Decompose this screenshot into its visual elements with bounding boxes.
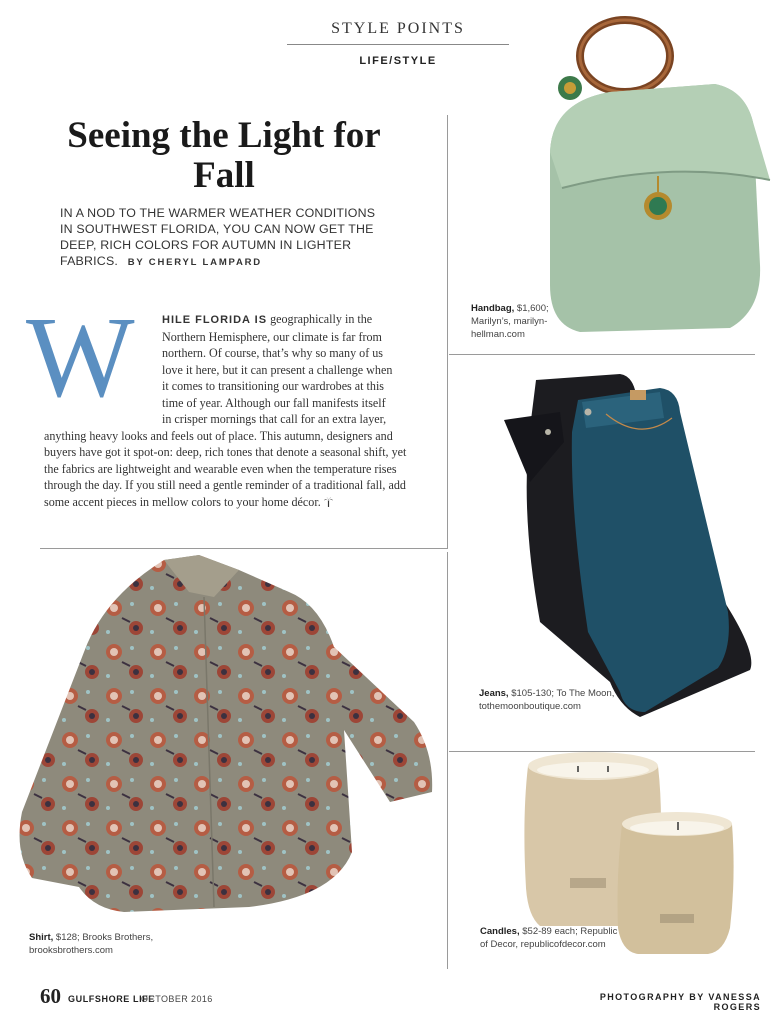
body-line-6: time of year. Although our fall manifests itself [162, 395, 386, 410]
shirt-caption: Shirt, $128; Brooks Brothers, brooksbrothers.com [29, 932, 154, 956]
shirt-photo [14, 552, 440, 922]
handbag-divider [449, 354, 755, 355]
drop-cap: W [26, 294, 135, 421]
deck-text: IN A NOD TO THE WARMER WEATHER CONDITIONS IN SOUTHWEST FLORIDA, YOU CAN NOW GET THE DEEP, RICH COLORS FOR AUTUMN IN LIGHTER FABRICS. [60, 206, 376, 268]
body-line-2: Northern Hemisphere, our climate is far from [162, 329, 382, 344]
handbag-caption: Handbag, $1,600; Marilyn’s, marilyn- hellman.com [471, 303, 549, 340]
article-body [44, 311, 432, 510]
body-line-1: HILE FLORIDA IS geographically in the [162, 312, 373, 326]
jeans-photo [500, 372, 760, 720]
body-line-4: love it here, but it can present a challenge when [162, 362, 393, 377]
body-line-7: in crisper mornings that call for an extra layer, [162, 412, 387, 426]
page-number: 60 [40, 984, 61, 1008]
body-line-9: buyers have got it spot-on: deep, rich tones that denote a seasonal shift, yet [44, 445, 407, 459]
handbag-photo [540, 10, 782, 340]
body-line-11: through the day. If you still need a gentle reminder of a traditional fall, add [44, 478, 406, 492]
header-rule [287, 44, 509, 45]
jeans-caption: Jeans, $105-130; To The Moon, tothemoonboutique.com [479, 688, 615, 712]
section-title: STYLE POINTS [331, 20, 465, 37]
article-divider [40, 548, 447, 549]
headline: Seeing the Light for Fall [67, 115, 381, 196]
photo-credit: PHOTOGRAPHY BY VANESSA ROGERS [599, 992, 761, 1012]
palm-tree-icon [324, 497, 333, 507]
publication-name: GULFSHORE LIFE [68, 994, 155, 1004]
byline: BY CHERYL LAMPARD [127, 257, 262, 268]
column-divider-upper [447, 115, 448, 549]
deck [60, 205, 390, 271]
candles-caption: Candles, $52-89 each; Republic of Decor, republicofdecor.com [480, 926, 618, 950]
body-line-5: it comes to transitioning our wardrobes at this [162, 379, 385, 393]
section-subtitle: LIFE/STYLE [359, 55, 437, 67]
issue-date: OCTOBER 2016 [141, 994, 213, 1004]
body-line-8: anything heavy looks and feels out of place. This autumn, designers and [44, 428, 393, 443]
body-line-12: some accent pieces in mellow colors to your home décor. [44, 494, 432, 511]
body-line-3: northern. Of course, that’s why so many of us [162, 346, 384, 360]
body-line-10: the fabrics are lightweight and wearable even when the temperature rises [44, 461, 397, 476]
column-divider-lower [447, 552, 448, 969]
lead-in: HILE FLORIDA IS [162, 314, 268, 326]
